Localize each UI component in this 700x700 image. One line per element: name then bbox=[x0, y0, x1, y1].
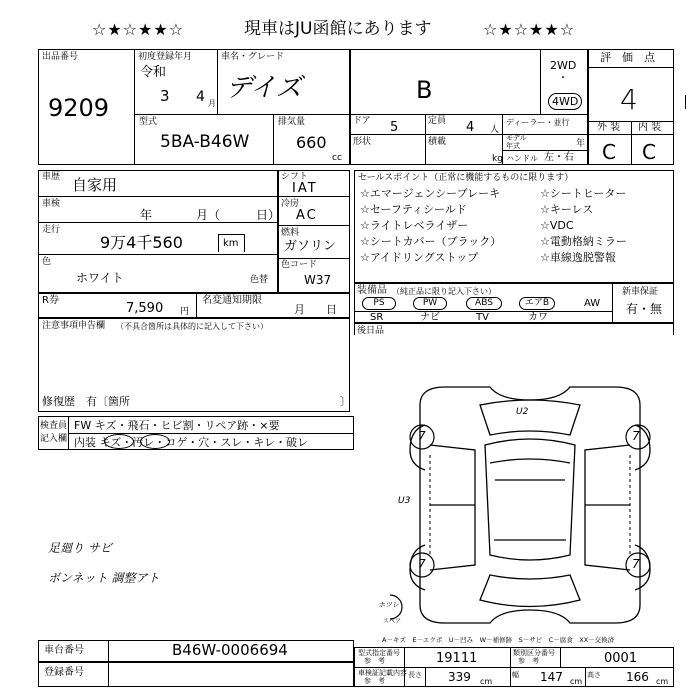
length-unit: cm bbox=[480, 677, 493, 686]
margin-mark bbox=[685, 95, 686, 109]
capacity-label: 定員 bbox=[428, 116, 447, 126]
sales-point-9: ☆アイドリングストップ bbox=[360, 251, 479, 264]
load-unit: kg bbox=[492, 154, 503, 164]
sales-point-8: ☆電動格納ミラー bbox=[540, 235, 627, 248]
banner-stars-right: ☆★☆★★☆ bbox=[483, 20, 576, 39]
exterior-score: C bbox=[602, 140, 616, 164]
sales-point-4: ☆キーレス bbox=[540, 203, 594, 216]
interior-score: C bbox=[642, 140, 656, 164]
shift-label: シフト bbox=[281, 172, 309, 182]
width-unit: cm bbox=[570, 677, 583, 686]
dealer-label: ディーラー・並行 bbox=[506, 118, 570, 127]
drive-4wd: 4WD bbox=[548, 93, 582, 110]
first-reg-label: 初度登録年月 bbox=[138, 52, 193, 62]
color-label: 色 bbox=[42, 257, 52, 267]
model-year-unit: 年 bbox=[576, 139, 586, 149]
lot-label: 出品番号 bbox=[42, 52, 79, 62]
class-no-label2: 参 考 bbox=[518, 657, 539, 665]
name-change-month: 月 bbox=[294, 303, 305, 316]
model-name-label: 車名・グレード bbox=[221, 52, 285, 62]
shape-label: 形状 bbox=[353, 137, 372, 147]
mark-7-fr: 7 bbox=[632, 429, 640, 443]
handle-label: ハンドル bbox=[506, 154, 538, 163]
car-diagram bbox=[390, 375, 670, 630]
recycle-label: R券 bbox=[42, 295, 59, 306]
equipment-label: 装備品 bbox=[357, 285, 387, 296]
notes-sub: （不具合箇所は具体的に記入して下さい） bbox=[116, 322, 268, 331]
equip-leather: カワ bbox=[528, 312, 548, 323]
reg-number-label: 登録番号 bbox=[44, 667, 84, 678]
length-label: 長さ bbox=[408, 671, 422, 679]
doors: 5 bbox=[390, 120, 399, 135]
ac-label: 冷房 bbox=[281, 199, 300, 209]
mark-hotsure: ホツレ bbox=[378, 601, 399, 609]
inspector-line1: FW キズ・飛石・ヒビ割・リペア跡・×要 bbox=[74, 419, 280, 432]
sales-point-1: ☆エマージェンシーブレーキ bbox=[360, 187, 501, 200]
circle-kizu bbox=[104, 434, 134, 449]
first-reg-month-unit: 月 bbox=[208, 99, 216, 108]
handnote-1: 足廻り サビ bbox=[48, 541, 112, 555]
mileage-unit: km bbox=[223, 238, 239, 249]
name-change-day: 日 bbox=[326, 303, 337, 316]
new-car-warranty-value: 有・無 bbox=[626, 302, 663, 316]
lot-number: 9209 bbox=[48, 94, 110, 122]
mark-7-fl: 7 bbox=[418, 429, 426, 443]
load-label: 積載 bbox=[428, 137, 447, 147]
model-year-label1: モデル bbox=[506, 134, 527, 142]
chassis-number: B46W-0006694 bbox=[172, 641, 288, 659]
circle-yogore bbox=[140, 434, 170, 449]
repair-history-close: 〕 bbox=[340, 395, 351, 408]
sales-point-6: ☆VDC bbox=[540, 219, 574, 232]
handle-value: 左・右 bbox=[544, 152, 574, 163]
equipment-note: （純正品に限り記入下さい） bbox=[392, 287, 496, 296]
height-value: 166 bbox=[626, 670, 649, 684]
inspection-year: 年 bbox=[140, 208, 153, 222]
class-no-value: 0001 bbox=[604, 651, 638, 666]
fuel-label: 燃料 bbox=[281, 228, 300, 238]
color-code-label: 色コード bbox=[281, 260, 318, 270]
type-spec-label2: 参 考 bbox=[364, 657, 385, 665]
height-label: 高さ bbox=[587, 671, 601, 679]
sales-point-10: ☆車線逸脱警報 bbox=[540, 251, 616, 264]
doors-label: ドア bbox=[353, 116, 371, 126]
color-value: ホワイト bbox=[76, 271, 124, 285]
equip-pw: PW bbox=[413, 297, 447, 310]
interior-label: 内 装 bbox=[638, 122, 662, 133]
equip-aw: AW bbox=[584, 298, 601, 309]
registration-section bbox=[38, 662, 354, 687]
score-value: 4 bbox=[620, 83, 638, 116]
first-reg-month: 4 bbox=[196, 89, 205, 105]
model-year-label2: 年式 bbox=[506, 142, 520, 150]
drive-dot: ・ bbox=[558, 73, 568, 84]
equip-tv: TV bbox=[476, 312, 489, 323]
damage-legend: A－キズ E－エクボ U－凹み W－補修跡 S－サビ C－腐食 XX－交換済 bbox=[382, 636, 615, 644]
equip-abs: ABS bbox=[466, 297, 502, 310]
width-value: 147 bbox=[540, 670, 563, 684]
height-unit: cm bbox=[656, 677, 669, 686]
equip-sr: SR bbox=[370, 312, 384, 323]
drive-2wd: 2WD bbox=[550, 59, 577, 72]
name-change-label: 名変通知期限 bbox=[202, 295, 262, 306]
mark-u2: U2 bbox=[516, 407, 529, 417]
mark-7-rl: 7 bbox=[418, 557, 426, 571]
sales-point-7: ☆シートカバー（ブラック） bbox=[360, 235, 502, 248]
banner-text: 現車はJU函館にあります bbox=[244, 19, 432, 39]
model-code-label: 型式 bbox=[139, 117, 158, 127]
dims-label2: 参 考 bbox=[364, 677, 385, 685]
chassis-label: 車台番号 bbox=[44, 645, 84, 656]
sales-point-5: ☆ライトレベライザー bbox=[360, 219, 469, 232]
score-label: 評 価 点 bbox=[600, 51, 655, 64]
sales-points-label: セールスポイント（正常に機能するものに限ります） bbox=[358, 173, 574, 183]
displacement-unit: cc bbox=[332, 153, 342, 163]
recycle-unit: 円 bbox=[180, 307, 190, 317]
inspector-label1: 検査員 bbox=[40, 421, 68, 431]
color-code-change-label: 色替 bbox=[250, 275, 269, 285]
mark-spare: スペア bbox=[383, 618, 402, 625]
mileage-label: 走行 bbox=[42, 225, 61, 235]
class-no-label1: 類別区分番号 bbox=[513, 649, 555, 657]
ac-value: AC bbox=[296, 208, 318, 223]
equip-ps: PS bbox=[362, 297, 396, 310]
first-reg-era: 令和 bbox=[140, 65, 167, 80]
new-car-warranty-label: 新車保証 bbox=[622, 287, 659, 297]
fuel-value: ガソリン bbox=[284, 239, 337, 254]
type-spec-label1: 型式指定番号 bbox=[358, 649, 400, 657]
mileage-value: 9万4千560 bbox=[100, 233, 183, 252]
capacity: 4 bbox=[466, 120, 475, 135]
shift-value: IAT bbox=[292, 181, 318, 196]
delivery-section bbox=[354, 323, 674, 335]
inspection-label: 車検 bbox=[42, 199, 61, 209]
first-reg-year: 3 bbox=[160, 87, 170, 105]
model-name: デイズ bbox=[226, 73, 302, 103]
handnote-2: ボンネット 調整アト bbox=[48, 571, 160, 585]
banner-stars-left: ☆★☆★★☆ bbox=[92, 20, 185, 39]
equip-navi: ナビ bbox=[420, 312, 440, 323]
notes-label: 注意事項申告欄 bbox=[42, 321, 106, 331]
sales-point-3: ☆セーフティシールド bbox=[360, 203, 467, 216]
model-grade: B bbox=[416, 76, 433, 104]
delivery-label: 後日品 bbox=[357, 326, 385, 336]
displacement-label: 排気量 bbox=[278, 117, 306, 127]
history-value: 自家用 bbox=[72, 176, 118, 194]
inspection-day: 日） bbox=[256, 208, 281, 222]
mark-u3: U3 bbox=[398, 496, 411, 506]
inspector-label2: 記入欄 bbox=[40, 434, 68, 444]
color-code-value: W37 bbox=[304, 273, 332, 287]
inspector-line2: 内装 キズ・汚レ・コゲ・穴・スレ・キレ・破レ bbox=[74, 436, 309, 449]
equip-airbag: エアB bbox=[519, 297, 555, 310]
length-value: 339 bbox=[448, 670, 471, 684]
recycle-value: 7,590 bbox=[126, 301, 164, 316]
model-code: 5BA-B46W bbox=[160, 132, 250, 152]
inspection-month: 月（ bbox=[196, 208, 221, 222]
displacement: 660 bbox=[296, 133, 327, 152]
type-spec-value: 19111 bbox=[436, 651, 478, 666]
exterior-label: 外 装 bbox=[597, 122, 621, 133]
sales-point-2: ☆シートヒーター bbox=[540, 187, 627, 200]
width-label: 幅 bbox=[512, 671, 519, 679]
dims-label1: 車検証記載内容 bbox=[358, 669, 407, 677]
history-label: 車歴 bbox=[42, 172, 61, 182]
capacity-unit: 人 bbox=[490, 125, 500, 135]
repair-history: 修復歴 有〔箇所 bbox=[42, 395, 130, 408]
mark-7-rr: 7 bbox=[632, 557, 640, 571]
